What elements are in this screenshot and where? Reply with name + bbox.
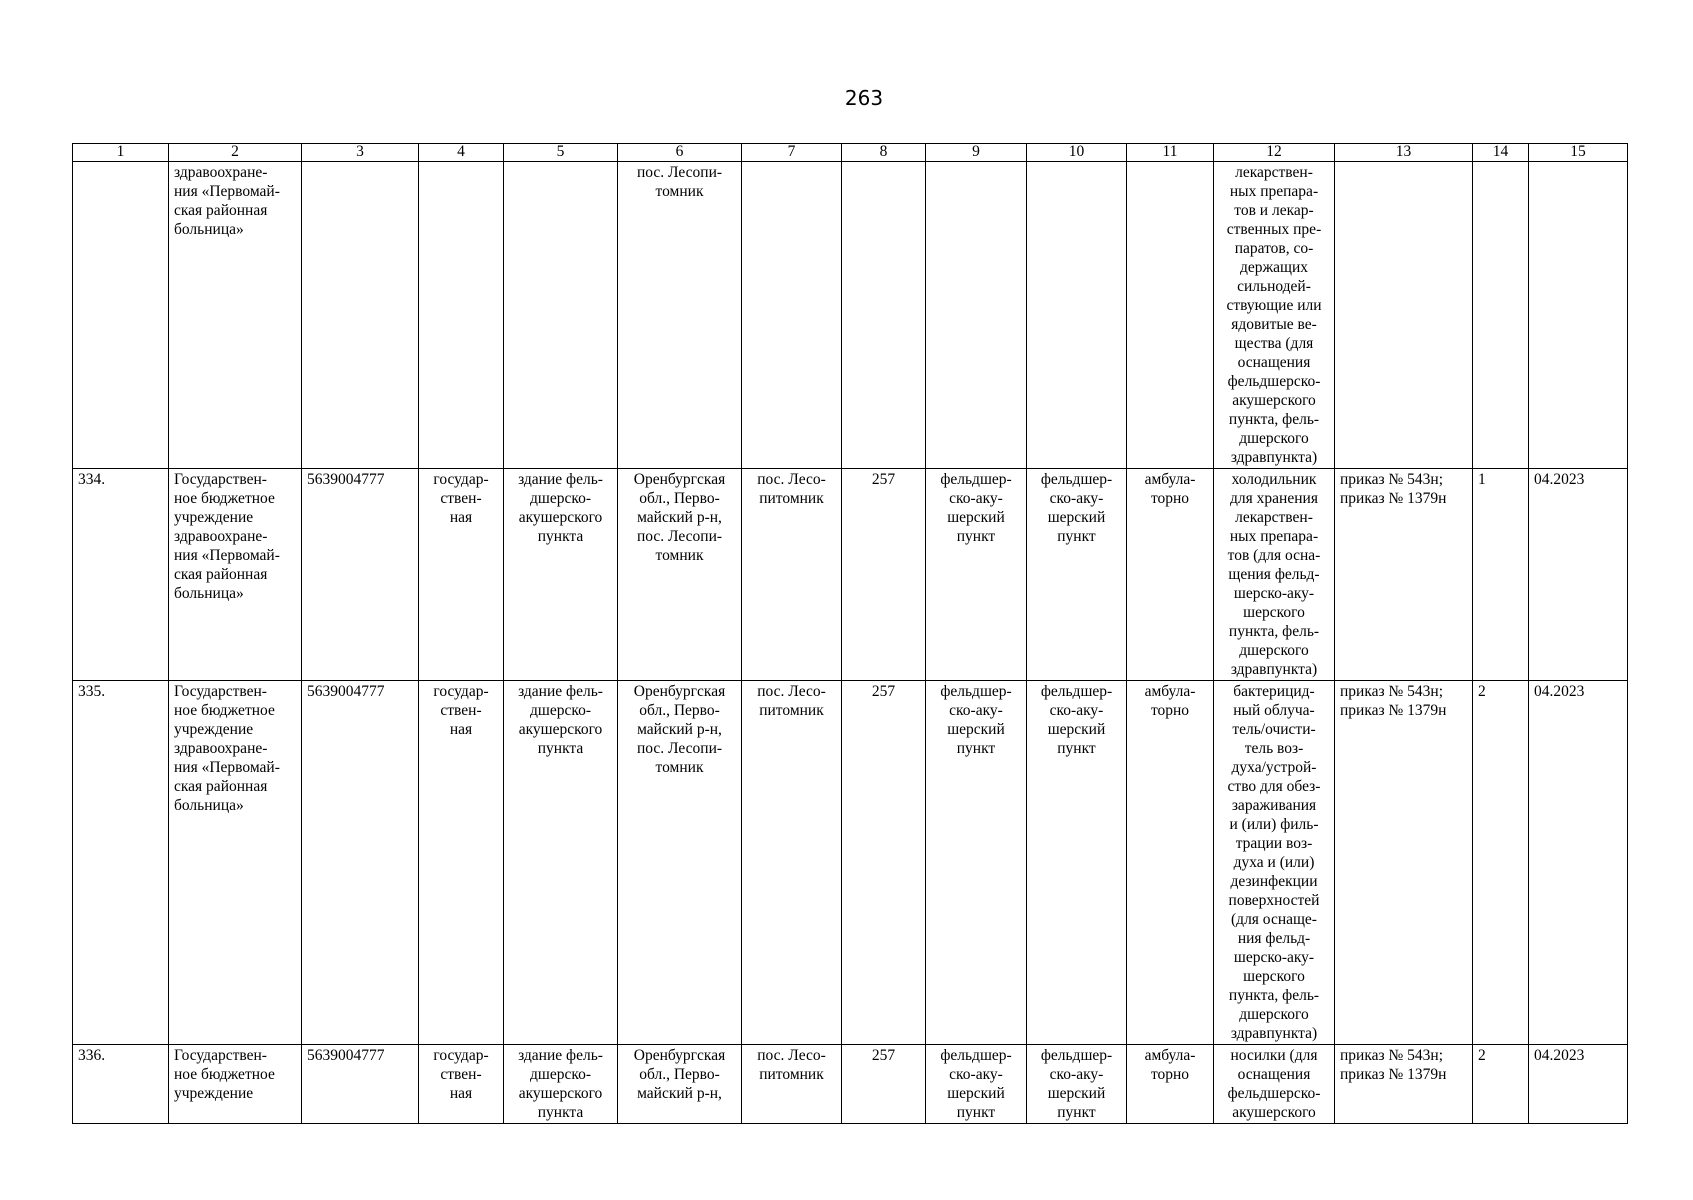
cell-care-form — [1127, 162, 1214, 469]
cell-facility-type: фельдшер- ско-аку- шерский пункт — [926, 1045, 1027, 1124]
cell-quantity: 2 — [1473, 1045, 1529, 1124]
cell-building: здание фель- дшерско- акушерского пункта — [504, 681, 618, 1045]
table-body — [73, 162, 1628, 1124]
cell-date: 04.2023 — [1529, 681, 1628, 1045]
cell-population — [842, 162, 926, 469]
cell-ownership: государ- ствен- ная — [419, 681, 504, 1045]
cell-number — [73, 162, 169, 469]
cell-quantity: 2 — [1473, 681, 1529, 1045]
cell-ownership: государ- ствен- ная — [419, 469, 504, 681]
column-header: 3 — [302, 144, 419, 162]
cell-address: Оренбургская обл., Перво- майский р-н, пос. Лесопи- томник — [618, 681, 742, 1045]
column-header: 2 — [169, 144, 302, 162]
cell-building: здание фель- дшерско- акушерского пункта — [504, 1045, 618, 1124]
column-header: 4 — [419, 144, 504, 162]
cell-inn: 5639004777 — [302, 681, 419, 1045]
cell-population: 257 — [842, 681, 926, 1045]
cell-population: 257 — [842, 1045, 926, 1124]
cell-organization: Государствен- ное бюджетное учреждение здравоохране- ния «Первомай- ская районная больница» — [169, 469, 302, 681]
cell-facility-type: фельдшер- ско-аку- шерский пункт — [926, 681, 1027, 1045]
cell-address: Оренбургская обл., Перво- майский р-н, — [618, 1045, 742, 1124]
cell-order: приказ № 543н; приказ № 1379н — [1335, 681, 1473, 1045]
cell-ownership — [419, 162, 504, 469]
cell-unit: фельдшер- ско-аку- шерский пункт — [1027, 681, 1127, 1045]
cell-settlement: пос. Лесо- питомник — [742, 681, 842, 1045]
cell-date: 04.2023 — [1529, 1045, 1628, 1124]
cell-quantity — [1473, 162, 1529, 469]
cell-settlement: пос. Лесо- питомник — [742, 1045, 842, 1124]
cell-inn: 5639004777 — [302, 1045, 419, 1124]
column-header: 8 — [842, 144, 926, 162]
column-header: 1 — [73, 144, 169, 162]
cell-number: 336. — [73, 1045, 169, 1124]
cell-inn — [302, 162, 419, 469]
column-header: 5 — [504, 144, 618, 162]
column-number-row — [73, 144, 1628, 162]
cell-care-form: амбула- торно — [1127, 681, 1214, 1045]
cell-order: приказ № 543н; приказ № 1379н — [1335, 1045, 1473, 1124]
cell-number: 334. — [73, 469, 169, 681]
cell-building: здание фель- дшерско- акушерского пункта — [504, 469, 618, 681]
cell-address: пос. Лесопи- томник — [618, 162, 742, 469]
cell-facility-type — [926, 162, 1027, 469]
column-header: 15 — [1529, 144, 1628, 162]
column-header: 13 — [1335, 144, 1473, 162]
table-row-336 — [73, 1045, 1628, 1124]
cell-equipment: лекарствен- ных препара- тов и лекар- ственных пре- паратов, со- держащих сильнодей- ствующие или ядовитые ве- щества (для оснащения фельдшерско- акушерского пункта, фель- дшерского здравпункта) — [1214, 162, 1335, 469]
column-header: 9 — [926, 144, 1027, 162]
cell-care-form: амбула- торно — [1127, 469, 1214, 681]
cell-facility-type: фельдшер- ско-аку- шерский пункт — [926, 469, 1027, 681]
cell-equipment: бактерицид- ный облуча- тель/очисти- тель воз- духа/устрой- ство для обез- зараживания и (или) филь- трации воз- духа и (или) дезинфекции поверхностей (для оснаще- ния фельд- шерско-аку- шерского пункта, фель- дшерского здравпункта) — [1214, 681, 1335, 1045]
cell-care-form: амбула- торно — [1127, 1045, 1214, 1124]
column-header: 7 — [742, 144, 842, 162]
column-header: 6 — [618, 144, 742, 162]
cell-building — [504, 162, 618, 469]
cell-quantity: 1 — [1473, 469, 1529, 681]
cell-inn: 5639004777 — [302, 469, 419, 681]
page-number: 263 — [844, 86, 884, 110]
cell-unit: фельдшер- ско-аку- шерский пункт — [1027, 469, 1127, 681]
column-header: 12 — [1214, 144, 1335, 162]
table-row-continuation — [73, 162, 1628, 469]
column-header: 14 — [1473, 144, 1529, 162]
cell-population: 257 — [842, 469, 926, 681]
table-row-335 — [73, 681, 1628, 1045]
cell-number: 335. — [73, 681, 169, 1045]
column-header: 11 — [1127, 144, 1214, 162]
registry-table — [72, 143, 1628, 1124]
cell-date: 04.2023 — [1529, 469, 1628, 681]
cell-unit: фельдшер- ско-аку- шерский пункт — [1027, 1045, 1127, 1124]
cell-equipment: носилки (для оснащения фельдшерско- акушерского — [1214, 1045, 1335, 1124]
cell-settlement: пос. Лесо- питомник — [742, 469, 842, 681]
cell-equipment: холодильник для хранения лекарствен- ных препара- тов (для осна- щения фельд- шерско-аку- шерского пункта, фель- дшерского здравпункта) — [1214, 469, 1335, 681]
table-row-334 — [73, 469, 1628, 681]
cell-order — [1335, 162, 1473, 469]
cell-organization: Государствен- ное бюджетное учреждение здравоохране- ния «Первомай- ская районная больница» — [169, 681, 302, 1045]
cell-date — [1529, 162, 1628, 469]
cell-unit — [1027, 162, 1127, 469]
column-header: 10 — [1027, 144, 1127, 162]
cell-organization: здравоохране- ния «Первомай- ская районная больница» — [169, 162, 302, 469]
cell-address: Оренбургская обл., Перво- майский р-н, пос. Лесопи- томник — [618, 469, 742, 681]
cell-order: приказ № 543н; приказ № 1379н — [1335, 469, 1473, 681]
table-header — [73, 144, 1628, 162]
cell-settlement — [742, 162, 842, 469]
cell-ownership: государ- ствен- ная — [419, 1045, 504, 1124]
cell-organization: Государствен- ное бюджетное учреждение — [169, 1045, 302, 1124]
